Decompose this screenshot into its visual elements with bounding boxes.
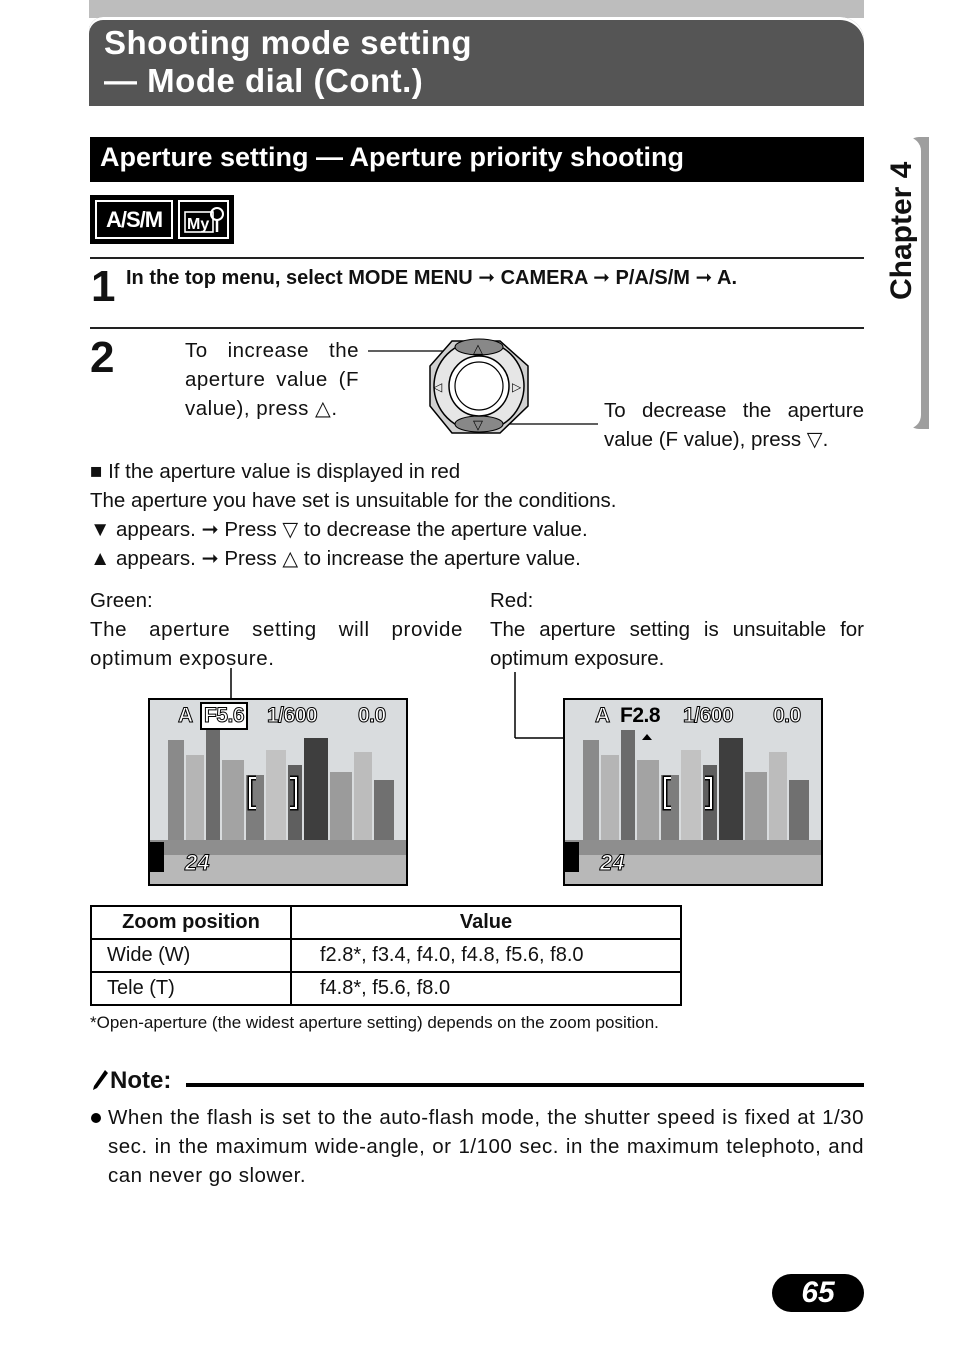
screen-frame-count: 24 bbox=[185, 850, 210, 875]
lcd-screen-green bbox=[148, 698, 408, 886]
section-title: Aperture setting — Aperture priority shooting bbox=[100, 142, 685, 172]
table-header: Value bbox=[291, 906, 681, 939]
screen-frame-count: 24 bbox=[600, 850, 625, 875]
mymode-icon bbox=[178, 200, 229, 239]
table-cell: Tele (T) bbox=[91, 972, 291, 1005]
green-text: The aperture setting will provide optimum exposure. bbox=[90, 618, 463, 670]
increase-instruction: To increase the aperture value (F value), press △. bbox=[185, 339, 359, 420]
table-row bbox=[91, 939, 681, 972]
note-label: Note: bbox=[110, 1067, 172, 1094]
table-footnote: *Open-aperture (the widest aperture setting) depends on the zoom position. bbox=[90, 1013, 659, 1032]
title-line-2: — Mode dial (Cont.) bbox=[104, 62, 424, 99]
red-info-heading: ■ If the aperture value is displayed in red bbox=[90, 460, 461, 483]
screen-mode: A bbox=[178, 704, 193, 727]
divider bbox=[90, 257, 864, 259]
table-cell: f2.8*, f3.4, f4.0, f4.8, f5.6, f8.0 bbox=[291, 939, 681, 972]
mode-asm-label: A/S/M bbox=[95, 200, 173, 239]
decrease-instruction: To decrease the aperture value (F value), press ▽. bbox=[604, 399, 864, 451]
lcd-screen-red bbox=[563, 698, 823, 886]
red-info-line-3: ▲ appears. ➞ Press △ to increase the aperture value. bbox=[90, 547, 581, 570]
screen-ev: 0.0 bbox=[773, 704, 801, 727]
chapter-label: Chapter 4 bbox=[885, 161, 918, 300]
screen-shutter: 1/600 bbox=[267, 704, 318, 727]
screen-aperture: F5.6 bbox=[200, 702, 248, 730]
screen-shutter: 1/600 bbox=[683, 704, 734, 727]
screen-aperture: F2.8 bbox=[620, 704, 661, 727]
note-rule bbox=[186, 1083, 864, 1087]
table-header-row bbox=[91, 906, 681, 939]
my-label: My bbox=[187, 216, 210, 233]
table-header: Zoom position bbox=[91, 906, 291, 939]
red-label: Red: bbox=[490, 589, 534, 612]
aperture-table bbox=[90, 905, 682, 1006]
note-text: When the flash is set to the auto-flash mode, the shutter speed is fixed at 1/30 sec. in the maximum wide-angle, or 1/100 sec. in the maximum telephoto, and can never go slower. bbox=[108, 1106, 864, 1187]
dial-up-mark: △ bbox=[473, 342, 483, 357]
title-line-1: Shooting mode setting bbox=[104, 24, 472, 61]
arrow-pad-diagram bbox=[360, 336, 605, 436]
dial-right-mark: ▷ bbox=[512, 380, 522, 394]
step-1-number: 1 bbox=[91, 262, 116, 311]
table-cell: Wide (W) bbox=[91, 939, 291, 972]
page-title bbox=[104, 24, 844, 100]
table-row bbox=[91, 972, 681, 1005]
dial-down-mark: ▽ bbox=[473, 418, 483, 433]
red-info-line-1: The aperture you have set is unsuitable for the conditions. bbox=[90, 489, 617, 512]
bullet-icon bbox=[90, 1111, 104, 1125]
pencil-icon bbox=[90, 1068, 110, 1092]
divider bbox=[90, 327, 864, 329]
green-label: Green: bbox=[90, 589, 153, 612]
header-strip bbox=[89, 0, 864, 18]
step-2-number: 2 bbox=[90, 333, 115, 382]
red-info-line-2: ▼ appears. ➞ Press ▽ to decrease the aperture value. bbox=[90, 518, 588, 541]
table-cell: f4.8*, f5.6, f8.0 bbox=[291, 972, 681, 1005]
page-number: 65 bbox=[772, 1274, 864, 1312]
step-1-text: In the top menu, select MODE MENU ➞ CAMERA ➞ P/A/S/M ➞ A. bbox=[126, 267, 738, 289]
screen-mode: A bbox=[595, 704, 610, 727]
red-text: The aperture setting is unsuitable for optimum exposure. bbox=[490, 618, 864, 670]
screen-ev: 0.0 bbox=[358, 704, 386, 727]
dial-left-mark: ◁ bbox=[433, 380, 443, 394]
